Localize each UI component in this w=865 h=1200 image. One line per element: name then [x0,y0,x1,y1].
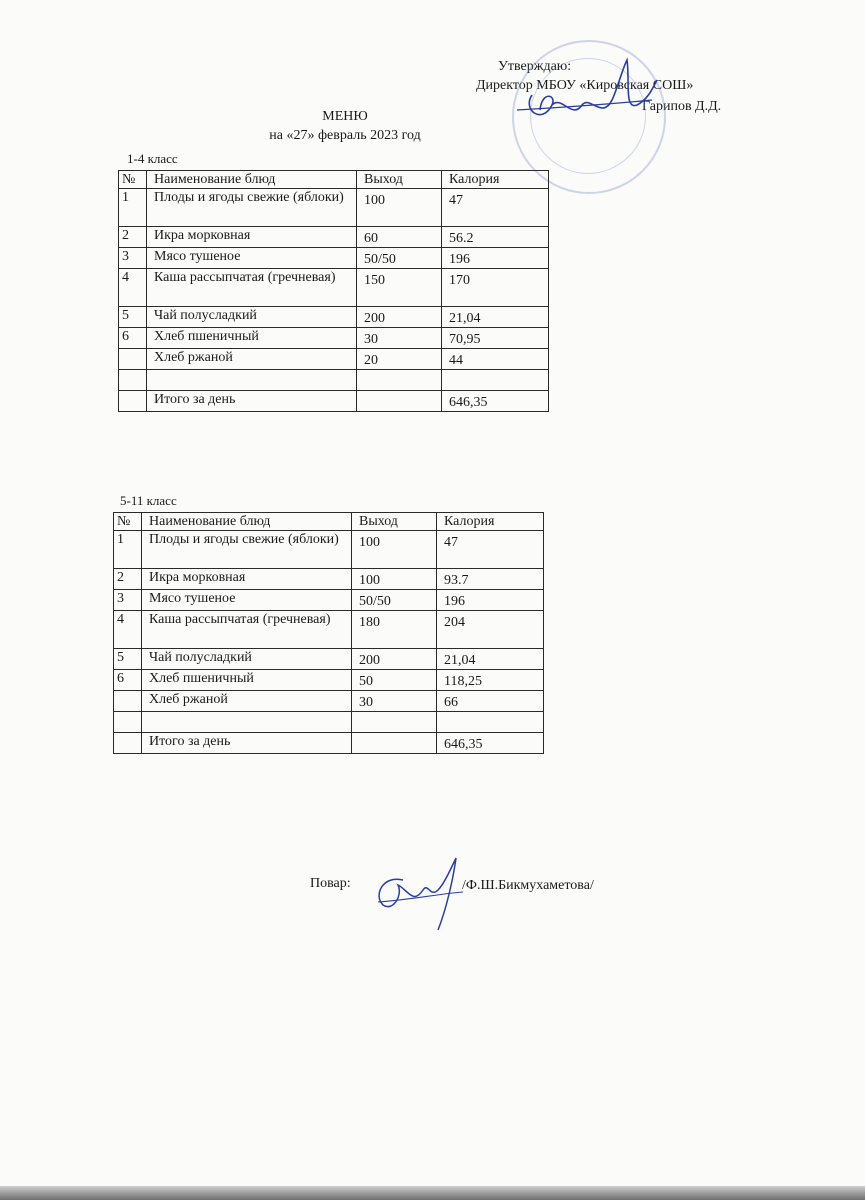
dish-name: Мясо тушеное [142,590,352,611]
row-num: 1 [114,531,142,569]
row-num: 6 [119,328,147,349]
cook-label: Повар: [310,876,351,891]
dish-name: Плоды и ягоды свежие (яблоки) [147,189,357,227]
dish-name: Плоды и ягоды свежие (яблоки) [142,531,352,569]
col-output-header: Выход [352,513,437,531]
dish-calories: 47 [442,189,549,227]
dish-output: 100 [352,569,437,590]
dish-calories: 21,04 [442,307,549,328]
table-header-row [119,171,549,189]
col-num-header: № [114,513,142,531]
dish-name: Чай полусладкий [147,307,357,328]
table-row [114,670,544,691]
row-num [119,370,147,391]
section-1-label: 1-4 класс [127,151,178,166]
dish-output: 200 [357,307,442,328]
row-num: 4 [114,611,142,649]
dish-name: Икра морковная [142,569,352,590]
dish-name: Хлеб ржаной [142,691,352,712]
dish-calories: 170 [442,269,549,307]
dish-output: 50 [352,670,437,691]
dish-calories: 646,35 [437,733,544,754]
dish-calories: 44 [442,349,549,370]
row-num: 2 [114,569,142,590]
dish-calories [442,370,549,391]
approver-position: Директор МБОУ «Кировская СОШ» [476,78,694,93]
director-signature [512,50,662,140]
menu-table-5-11 [113,512,544,754]
table-row [119,227,549,248]
dish-output: 180 [352,611,437,649]
dish-calories: 66 [437,691,544,712]
table-row [119,349,549,370]
menu-table-1-4 [118,170,549,412]
row-num [114,712,142,733]
dish-output: 60 [357,227,442,248]
dish-name: Каша рассыпчатая (гречневая) [142,611,352,649]
dish-output: 50/50 [357,248,442,269]
cook-name: /Ф.Ш.Бикмухаметова/ [462,878,594,893]
table-header-row [114,513,544,531]
dish-name [147,370,357,391]
table-row [114,691,544,712]
table-row [114,590,544,611]
dish-output [352,733,437,754]
dish-calories: 196 [442,248,549,269]
dish-name [142,712,352,733]
dish-output [357,370,442,391]
dish-name: Хлеб пшеничный [147,328,357,349]
scan-edge [0,1186,865,1200]
menu-date: на «27» февраль 2023 год [269,128,421,143]
dish-output: 20 [357,349,442,370]
dish-calories: 118,25 [437,670,544,691]
row-num: 5 [119,307,147,328]
dish-output: 30 [352,691,437,712]
dish-output: 50/50 [352,590,437,611]
dish-output: 200 [352,649,437,670]
col-calorie-header: Калория [437,513,544,531]
dish-name: Итого за день [142,733,352,754]
table-row [114,531,544,569]
col-output-header: Выход [357,171,442,189]
row-num: 3 [114,590,142,611]
col-name-header: Наименование блюд [142,513,352,531]
menu-title: МЕНЮ [322,109,368,124]
dish-output: 100 [352,531,437,569]
col-num-header: № [119,171,147,189]
row-num: 3 [119,248,147,269]
dish-name: Икра морковная [147,227,357,248]
dish-calories: 196 [437,590,544,611]
dish-output [357,391,442,412]
table-row [119,269,549,307]
row-num [119,391,147,412]
dish-calories: 56.2 [442,227,549,248]
row-num [114,691,142,712]
dish-calories: 93.7 [437,569,544,590]
col-name-header: Наименование блюд [147,171,357,189]
dish-name: Хлеб пшеничный [142,670,352,691]
dish-output: 150 [357,269,442,307]
approver-name: Гарипов Д.Д. [642,99,722,114]
table-row [119,328,549,349]
dish-output: 100 [357,189,442,227]
table-row [119,189,549,227]
dish-calories: 204 [437,611,544,649]
dish-calories: 646,35 [442,391,549,412]
cook-signature [368,850,468,935]
table-row [119,248,549,269]
dish-name: Чай полусладкий [142,649,352,670]
approve-label: Утверждаю: [498,59,572,74]
row-num: 2 [119,227,147,248]
row-num: 1 [119,189,147,227]
table-row [119,391,549,412]
row-num: 5 [114,649,142,670]
dish-calories: 21,04 [437,649,544,670]
row-num [114,733,142,754]
dish-name: Хлеб ржаной [147,349,357,370]
row-num [119,349,147,370]
dish-output [352,712,437,733]
row-num: 4 [119,269,147,307]
table-row [114,649,544,670]
table-row [119,307,549,328]
table-row [119,370,549,391]
col-calorie-header: Калория [442,171,549,189]
row-num: 6 [114,670,142,691]
dish-name: Каша рассыпчатая (гречневая) [147,269,357,307]
dish-output: 30 [357,328,442,349]
dish-name: Итого за день [147,391,357,412]
table-row [114,569,544,590]
table-row [114,611,544,649]
dish-name: Мясо тушеное [147,248,357,269]
table-row [114,712,544,733]
section-2-label: 5-11 класс [120,493,177,508]
dish-calories [437,712,544,733]
dish-calories: 70,95 [442,328,549,349]
table-row [114,733,544,754]
dish-calories: 47 [437,531,544,569]
